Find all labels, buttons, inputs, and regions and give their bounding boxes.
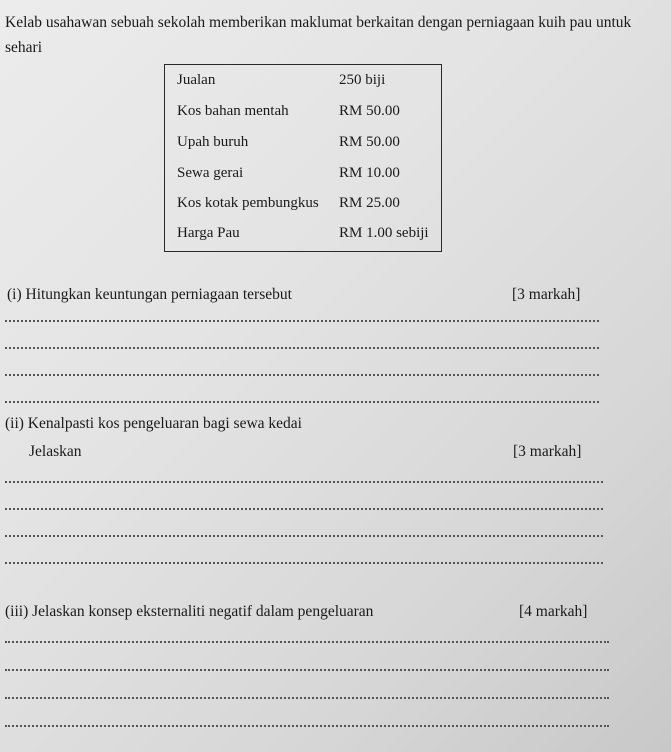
info-row-kos-kotak xyxy=(177,192,439,214)
info-label: Sewa gerai xyxy=(177,165,244,181)
answer-line xyxy=(5,508,603,510)
question-1-marks: [3 markah] xyxy=(512,286,581,303)
question-2-text: (ii) Kenalpasti kos pengeluaran bagi sewa kedai xyxy=(5,415,302,432)
answer-line xyxy=(5,401,599,403)
answer-line xyxy=(5,347,599,349)
answer-line xyxy=(5,725,609,727)
info-row-harga-pau xyxy=(177,222,439,244)
info-row-upah-buruh xyxy=(177,131,439,153)
intro-paragraph: Kelab usahawan sebuah sekolah memberikan maklumat berkaitan dengan perniagaan kuih pau untuk sehari xyxy=(5,14,632,56)
answer-line xyxy=(5,669,609,671)
info-value: RM 25.00 xyxy=(339,195,400,211)
answer-line xyxy=(5,374,599,376)
question-3-text: (iii) Jelaskan konsep eksternaliti negatif dalam pengeluaran xyxy=(5,603,374,620)
question-2-subtext: Jelaskan xyxy=(29,443,82,460)
question-2-marks: [3 markah] xyxy=(513,443,582,460)
info-label: Harga Pau xyxy=(177,225,240,241)
info-value: RM 50.00 xyxy=(339,103,400,119)
answer-line xyxy=(5,562,603,564)
info-table xyxy=(164,64,442,252)
info-label: Kos kotak pembungkus xyxy=(177,195,319,211)
question-3-marks: [4 markah] xyxy=(519,603,588,620)
info-row-sewa-gerai xyxy=(177,162,439,184)
info-label: Jualan xyxy=(177,72,216,88)
info-label: Kos bahan mentah xyxy=(177,103,289,119)
question-1-text: (i) Hitungkan keuntungan perniagaan tersebut xyxy=(7,286,292,303)
answer-line xyxy=(5,535,603,537)
info-value: RM 10.00 xyxy=(339,165,400,181)
info-row-kos-bahan xyxy=(177,100,439,122)
answer-line xyxy=(5,641,609,643)
info-value: 250 biji xyxy=(339,72,386,88)
info-value: RM 50.00 xyxy=(339,134,400,150)
info-value: RM 1.00 sebiji xyxy=(339,225,429,241)
answer-line xyxy=(5,697,609,699)
info-label: Upah buruh xyxy=(177,134,249,150)
answer-line xyxy=(5,320,599,322)
info-row-jualan xyxy=(177,69,439,91)
answer-line xyxy=(5,481,603,483)
